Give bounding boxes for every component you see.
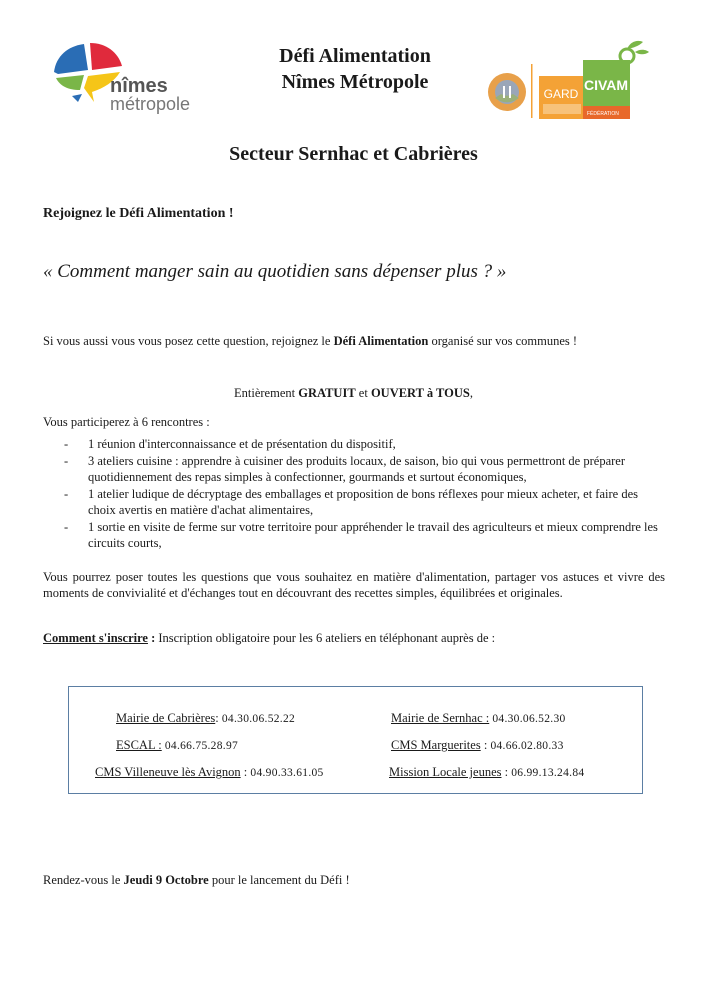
civam-logo-icon [583, 41, 649, 119]
sector-title: Secteur Sernhac et Cabrières [229, 143, 478, 165]
participate-label: Vous participerez à 6 rencontres : [43, 415, 210, 429]
nimes-metropole-logo [48, 42, 218, 114]
inscription-line: Comment s'inscrire : Inscription obligatoire pour les 6 ateliers en téléphonant auprès de : [43, 631, 496, 645]
contact-cms-villeneuve: CMS Villeneuve lès Avignon : 04.90.33.61.05 [95, 765, 324, 779]
nimes-metropole-globe-icon [48, 42, 218, 114]
join-heading: Rejoignez le Défi Alimentation ! [43, 206, 234, 221]
launch-date-line: Rendez-vous le Jeudi 9 Octobre pour le lancement du Défi ! [43, 873, 350, 887]
tagline-quote: « Comment manger sain au quotidien sans dépenser plus ? » [43, 261, 507, 282]
list-item: - 1 atelier ludique de décryptage des emballages et proposition de bons réflexes pour mieux acheter, et faire des choix avertis en matière d'achat alimentaires, [64, 486, 638, 517]
document-title-line1: Défi Alimentation [279, 45, 431, 67]
list-item: - 3 ateliers cuisine : apprendre à cuisiner des produits locaux, de saison, bio qui vous permettront de préparer quotidiennement des repas simples à confectionner, gourmands et surtout économiques, [64, 453, 625, 484]
list-item: - 1 sortie en visite de ferme sur votre territoire pour appréhender le travail des agriculteurs et mieux comprendre les circuits courts, [64, 519, 658, 550]
contact-escal: ESCAL : 04.66.75.28.97 [116, 738, 239, 752]
gard-logo-icon [539, 76, 584, 119]
contact-mission-locale: Mission Locale jeunes : 06.99.13.24.84 [389, 765, 585, 779]
svg-text:CIVAM: CIVAM [583, 77, 629, 93]
document-title-line2: Nîmes Métropole [281, 71, 429, 93]
intro-bold: Défi Alimentation [333, 334, 429, 348]
inscription-label: Comment s'inscrire [43, 631, 148, 645]
description-paragraph: Vous pourrez poser toutes les questions que vous souhaitez en matière d'alimentation, partager vos astuces et vivre des moments de convivialité et d'échanges tout en découvrant des recettes simples, équilibrées et originales. [43, 570, 665, 600]
launch-date: Jeudi 9 Octobre [123, 873, 209, 887]
pays-alimentaire-logo-icon [488, 73, 526, 111]
partner-logos [487, 40, 667, 122]
svg-text:métropole: métropole [110, 94, 191, 114]
svg-text:nîmes: nîmes [110, 75, 168, 97]
list-item: - 1 réunion d'interconnaissance et de présentation du dispositif, [64, 437, 396, 451]
meetings-list [64, 436, 664, 552]
svg-text:GARD: GARD [543, 87, 579, 101]
svg-text:FÉDÉRATION: FÉDÉRATION [587, 111, 619, 117]
contact-mairie-sernhac: Mairie de Sernhac : 04.30.06.52.30 [391, 711, 566, 725]
intro-paragraph: Si vous aussi vous vous posez cette question, rejoignez le Défi Alimentation organisé sur vos communes ! [43, 334, 578, 348]
contact-cms-marguerites: CMS Marguerites : 04.66.02.80.33 [391, 738, 564, 752]
free-open-line: Entièrement GRATUIT et OUVERT à TOUS, [234, 386, 473, 400]
contact-mairie-cabrieres: Mairie de Cabrières: 04.30.06.52.22 [116, 711, 296, 725]
